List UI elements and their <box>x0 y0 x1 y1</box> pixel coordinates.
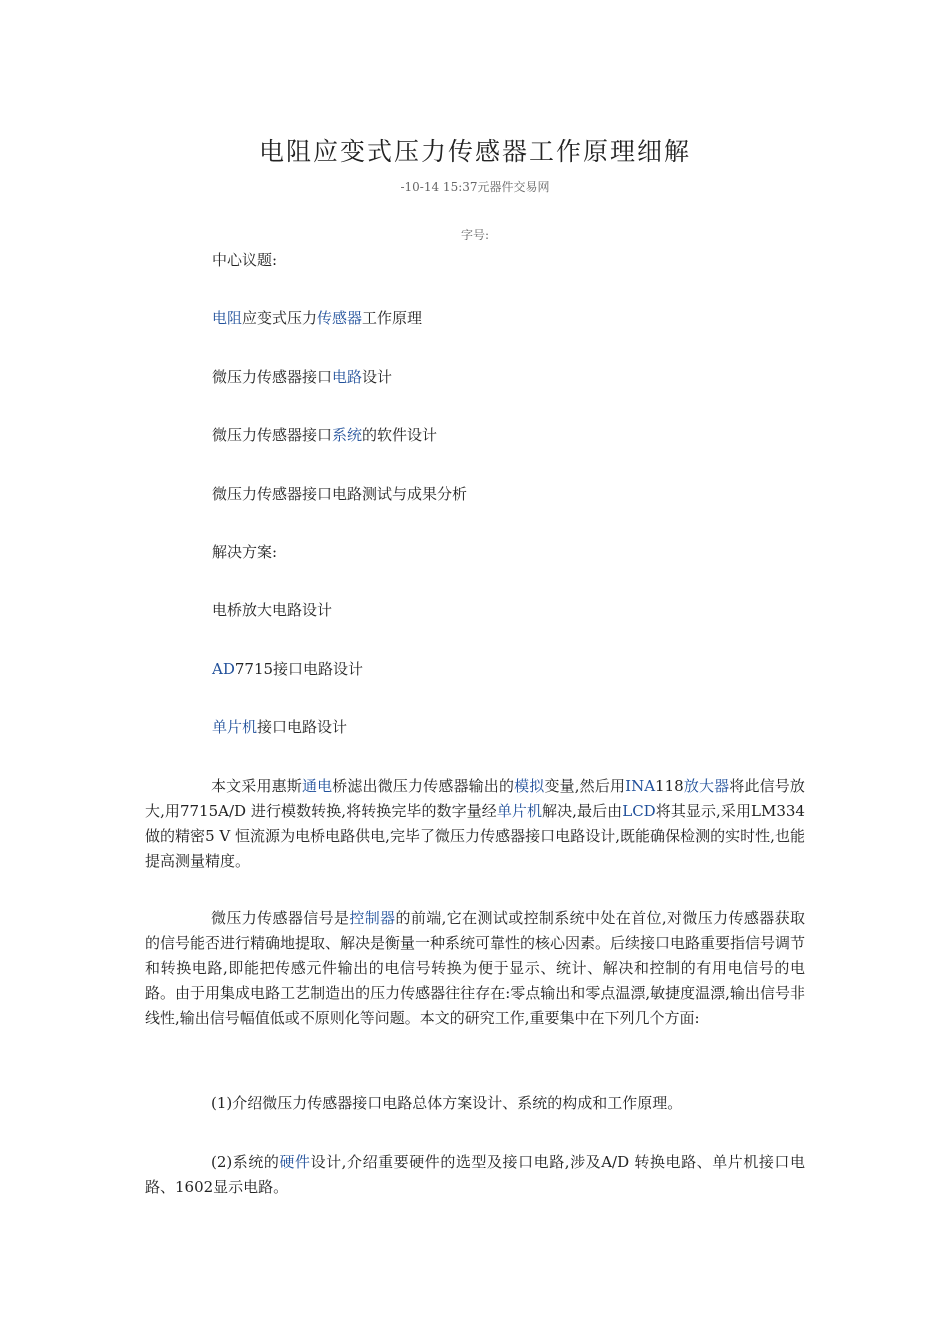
text: 的软件设计 <box>362 426 438 444</box>
text: (2)系统的 <box>211 1153 280 1171</box>
link-amplifier[interactable]: 放大器 <box>683 777 730 795</box>
link-hardware[interactable]: 硬件 <box>279 1153 311 1171</box>
body-paragraph-1 <box>145 774 805 874</box>
link-system[interactable]: 系统 <box>332 426 363 444</box>
outline-item-1 <box>212 308 422 328</box>
text: 本文采用惠斯 <box>211 777 302 795</box>
text: 设计,介绍重要硬件的选型及接口电路,涉及A/D 转换电路、单片机接口电路、1602显示电路。 <box>145 1153 805 1196</box>
text: 应变式压力 <box>242 309 318 327</box>
outline-item-3 <box>212 425 437 445</box>
article-meta: -10-14 15:37元器件交易网 <box>400 180 550 194</box>
link-ina[interactable]: INA <box>625 777 656 795</box>
text: 变量,然后用 <box>544 777 626 795</box>
link-mcu-2[interactable]: 单片机 <box>496 802 543 820</box>
text: 微压力传感器信号是 <box>211 909 350 927</box>
body-paragraph-2 <box>145 906 805 1031</box>
link-sensor[interactable]: 传感器 <box>317 309 363 327</box>
link-circuit[interactable]: 电路 <box>332 368 363 386</box>
solution-heading: 解决方案: <box>212 543 278 561</box>
solution-item-2 <box>212 659 363 679</box>
body-paragraph-3: (1)介绍微压力传感器接口电路总体方案设计、系统的构成和工作原理。 <box>211 1094 683 1112</box>
text: 微压力传感器接口 <box>212 426 333 444</box>
link-analog[interactable]: 模拟 <box>514 777 545 795</box>
link-tongdian[interactable]: 通电 <box>301 777 333 795</box>
solution-item-3 <box>212 717 347 737</box>
outline-item-4: 微压力传感器接口电路测试与成果分析 <box>212 485 468 503</box>
body-paragraph-4 <box>145 1150 805 1200</box>
text: 7715接口电路设计 <box>234 660 364 678</box>
link-lcd[interactable]: LCD <box>622 802 656 820</box>
link-controller[interactable]: 控制器 <box>349 909 396 927</box>
text: 工作原理 <box>362 309 423 327</box>
text: 设计 <box>362 368 393 386</box>
text: 将此信号放大,用7715A/D 进行模数转换,将转换完毕的数字量经 <box>145 777 805 820</box>
text: 接口电路设计 <box>257 718 348 736</box>
link-dianzu[interactable]: 电阻 <box>212 309 243 327</box>
link-mcu[interactable]: 单片机 <box>212 718 258 736</box>
outline-heading: 中心议题: <box>212 251 278 269</box>
solution-item-1: 电桥放大电路设计 <box>212 601 333 619</box>
text: 118 <box>655 777 684 795</box>
article-title: 电阻应变式压力传感器工作原理细解 <box>258 137 691 166</box>
text: 的前端,它在测试或控制系统中处在首位,对微压力传感器获取的信号能否进行精确地提取、解决是衡量一种系统可靠性的核心因素。后续接口电路重要指信号调节和转换电路,即能把传感元件输出的电信号转换为便于显示、统计、解决和控制的有用电信号的电路。由于用集成电路工艺制造出的压力传感器往往存在:零点输出和零点温漂,敏捷度温漂,输出信号非线性,输出信号幅值低或不原则化等问题。本文的研究工作,重要集中在下列几个方面: <box>145 909 806 1027</box>
text: 将其显示,采用LM334 做的精密5 V 恒流源为电桥电路供电,完毕了微压力传感器接口电路设计,既能确保检测的实时性,也能提高测量精度。 <box>145 802 805 870</box>
text: 微压力传感器接口 <box>212 368 333 386</box>
font-size-label[interactable]: 字号: <box>460 228 490 242</box>
link-ad[interactable]: AD <box>212 660 235 678</box>
text: 解决,最后由 <box>542 802 623 820</box>
outline-item-2 <box>212 367 392 387</box>
text: 桥滤出微压力传感器输出的 <box>332 777 515 795</box>
